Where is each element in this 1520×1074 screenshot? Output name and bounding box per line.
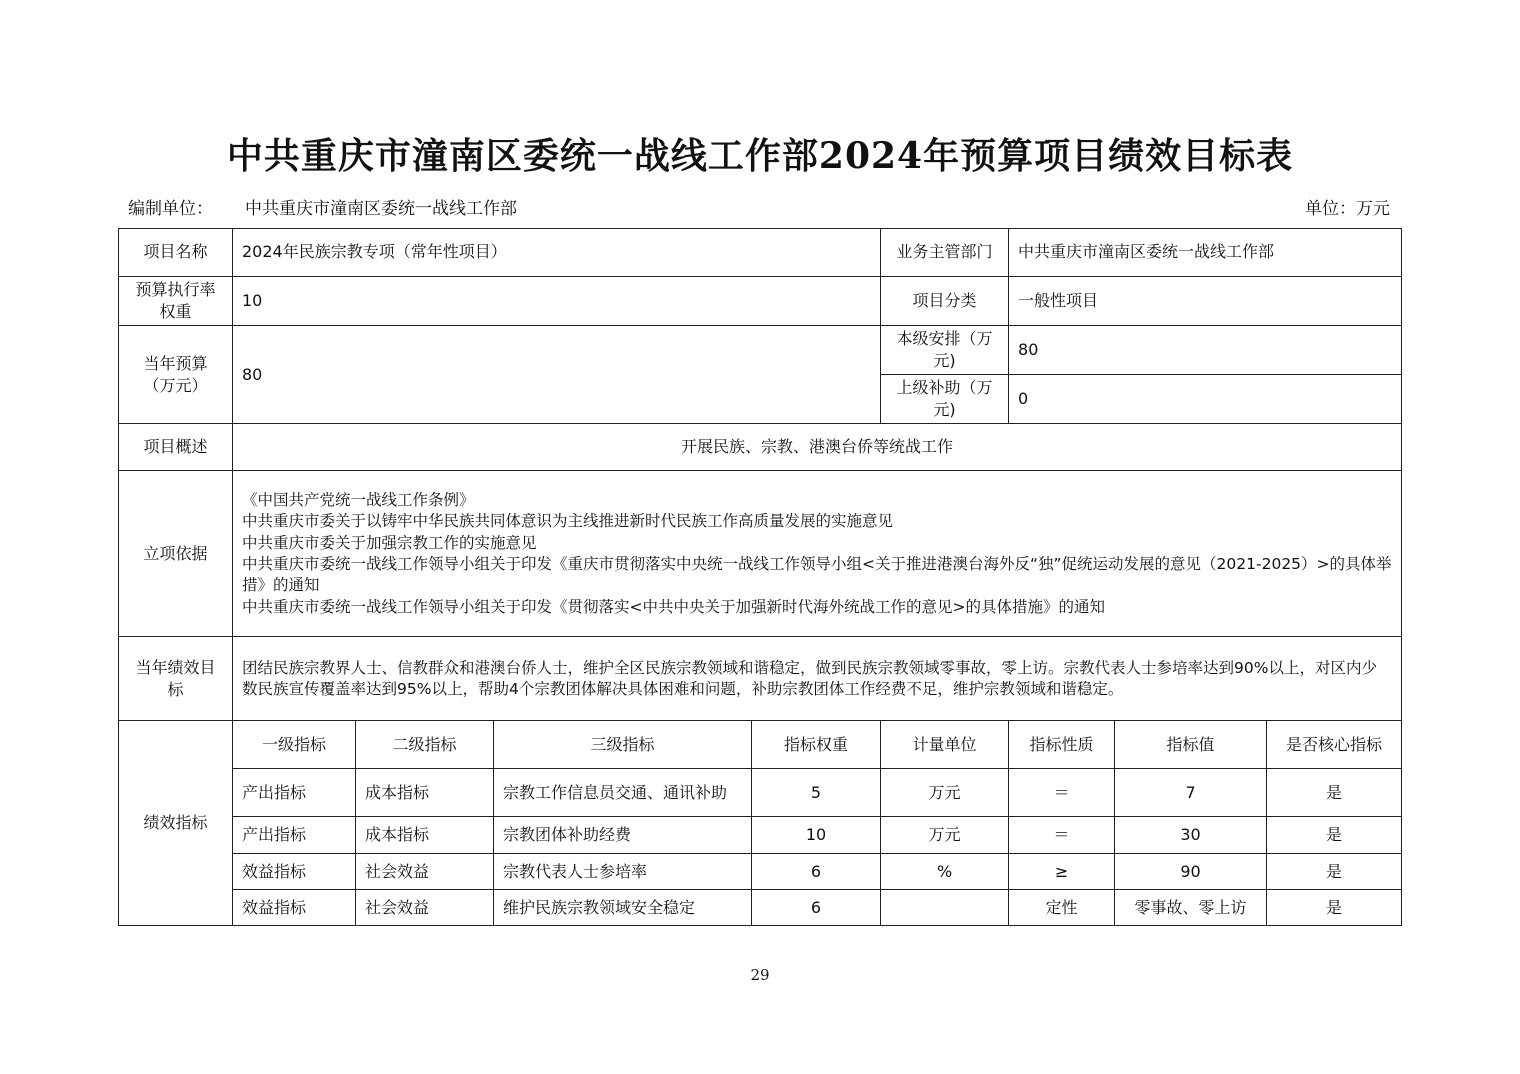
dept-label: 业务主管部门 bbox=[881, 229, 1009, 277]
cell-unit: 万元 bbox=[881, 769, 1009, 817]
overview-label: 项目概述 bbox=[119, 424, 233, 471]
upper-label: 上级补助（万元) bbox=[881, 375, 1009, 424]
page-title: 中共重庆市潼南区委统一战线工作部2024年预算项目绩效目标表 bbox=[226, 135, 1294, 177]
local-value: 80 bbox=[1009, 326, 1402, 375]
header-unit: 计量单位 bbox=[881, 721, 1009, 769]
cell-core: 是 bbox=[1267, 854, 1402, 890]
compiler-value: 中共重庆市潼南区委统一战线工作部 bbox=[245, 199, 517, 219]
exec-rate-label: 预算执行率权重 bbox=[119, 277, 233, 326]
project-name-value: 2024年民族宗教专项（常年性项目） bbox=[233, 229, 881, 277]
cell-level1: 效益指标 bbox=[233, 854, 356, 890]
cell-weight: 5 bbox=[752, 769, 881, 817]
header-weight: 指标权重 bbox=[752, 721, 881, 769]
cell-value: 30 bbox=[1115, 817, 1267, 854]
row-project-name bbox=[119, 229, 1402, 277]
cell-nature: ＝ bbox=[1009, 817, 1115, 854]
cell-weight: 6 bbox=[752, 890, 881, 926]
budget-value: 80 bbox=[233, 326, 881, 424]
cell-nature: ＝ bbox=[1009, 769, 1115, 817]
row-goal bbox=[119, 637, 1402, 721]
cell-level2: 成本指标 bbox=[356, 769, 494, 817]
cell-level1: 效益指标 bbox=[233, 890, 356, 926]
cell-level3: 维护民族宗教领域安全稳定 bbox=[494, 890, 752, 926]
local-label: 本级安排（万元) bbox=[881, 326, 1009, 375]
cell-level2: 社会效益 bbox=[356, 854, 494, 890]
header-level2: 二级指标 bbox=[356, 721, 494, 769]
upper-value: 0 bbox=[1009, 375, 1402, 424]
cell-nature: ≥ bbox=[1009, 854, 1115, 890]
header-nature: 指标性质 bbox=[1009, 721, 1115, 769]
cell-value: 90 bbox=[1115, 854, 1267, 890]
cell-weight: 6 bbox=[752, 854, 881, 890]
cell-unit bbox=[881, 890, 1009, 926]
row-basis bbox=[119, 471, 1402, 637]
header-value: 指标值 bbox=[1115, 721, 1267, 769]
header-level1: 一级指标 bbox=[233, 721, 356, 769]
unit-label: 单位：万元 bbox=[1305, 199, 1390, 219]
basis-label: 立项依据 bbox=[119, 471, 233, 637]
category-value: 一般性项目 bbox=[1009, 277, 1402, 326]
cell-core: 是 bbox=[1267, 817, 1402, 854]
row-budget-local bbox=[119, 326, 1402, 375]
performance-target-table bbox=[118, 228, 1402, 926]
cell-level3: 宗教团体补助经费 bbox=[494, 817, 752, 854]
cell-value: 零事故、零上访 bbox=[1115, 890, 1267, 926]
header-core: 是否核心指标 bbox=[1267, 721, 1402, 769]
basis-line: 中共重庆市委关于以铸牢中华民族共同体意识为主线推进新时代民族工作高质量发展的实施意见 bbox=[242, 512, 894, 531]
cell-level1: 产出指标 bbox=[233, 817, 356, 854]
goal-label: 当年绩效目标 bbox=[119, 637, 233, 721]
table-row bbox=[119, 890, 1402, 926]
dept-value: 中共重庆市潼南区委统一战线工作部 bbox=[1009, 229, 1402, 277]
budget-label: 当年预算（万元） bbox=[119, 326, 233, 424]
basis-line: 中共重庆市委统一战线工作领导小组关于印发《贯彻落实<中共中央关于加强新时代海外统战工作的意见>的具体措施》的通知 bbox=[242, 597, 1105, 616]
cell-level3: 宗教代表人士参培率 bbox=[494, 854, 752, 890]
basis-line: 《中国共产党统一战线工作条例》 bbox=[242, 490, 475, 509]
row-overview bbox=[119, 424, 1402, 471]
cell-weight: 10 bbox=[752, 817, 881, 854]
overview-value: 开展民族、宗教、港澳台侨等统战工作 bbox=[233, 424, 1402, 471]
cell-level2: 成本指标 bbox=[356, 817, 494, 854]
basis-line: 中共重庆市委关于加强宗教工作的实施意见 bbox=[242, 533, 537, 552]
header-level3: 三级指标 bbox=[494, 721, 752, 769]
cell-core: 是 bbox=[1267, 890, 1402, 926]
compiler-label: 编制单位： bbox=[128, 199, 213, 219]
goal-value: 团结民族宗教界人士、信教群众和港澳台侨人士，维护全区民族宗教领域和谐稳定，做到民族宗教领域零事故，零上访。宗教代表人士参培率达到90%以上，对区内少数民族宣传覆盖率达到95%以上，帮助4个宗教团体解决具体困难和问题，补助宗教团体工作经费不足，维护宗教领域和谐稳定。 bbox=[233, 637, 1402, 721]
category-label: 项目分类 bbox=[881, 277, 1009, 326]
cell-level2: 社会效益 bbox=[356, 890, 494, 926]
basis-line: 中共重庆市委统一战线工作领导小组关于印发《重庆市贯彻落实中央统一战线工作领导小组<关于推进港澳台海外反“独”促统运动发展的意见（2021-2025）>的具体举措》的通知 bbox=[242, 554, 1392, 595]
cell-unit: 万元 bbox=[881, 817, 1009, 854]
exec-rate-value: 10 bbox=[233, 277, 881, 326]
cell-core: 是 bbox=[1267, 769, 1402, 817]
table-row bbox=[119, 854, 1402, 890]
table-row bbox=[119, 817, 1402, 854]
page-number: 29 bbox=[750, 966, 770, 984]
row-exec-rate bbox=[119, 277, 1402, 326]
cell-unit: % bbox=[881, 854, 1009, 890]
cell-value: 7 bbox=[1115, 769, 1267, 817]
cell-level1: 产出指标 bbox=[233, 769, 356, 817]
project-name-label: 项目名称 bbox=[119, 229, 233, 277]
table-row bbox=[119, 769, 1402, 817]
cell-nature: 定性 bbox=[1009, 890, 1115, 926]
cell-level3: 宗教工作信息员交通、通讯补助 bbox=[494, 769, 752, 817]
basis-value bbox=[233, 471, 1402, 637]
indicator-header-row bbox=[119, 721, 1402, 769]
indicators-label: 绩效指标 bbox=[119, 721, 233, 926]
